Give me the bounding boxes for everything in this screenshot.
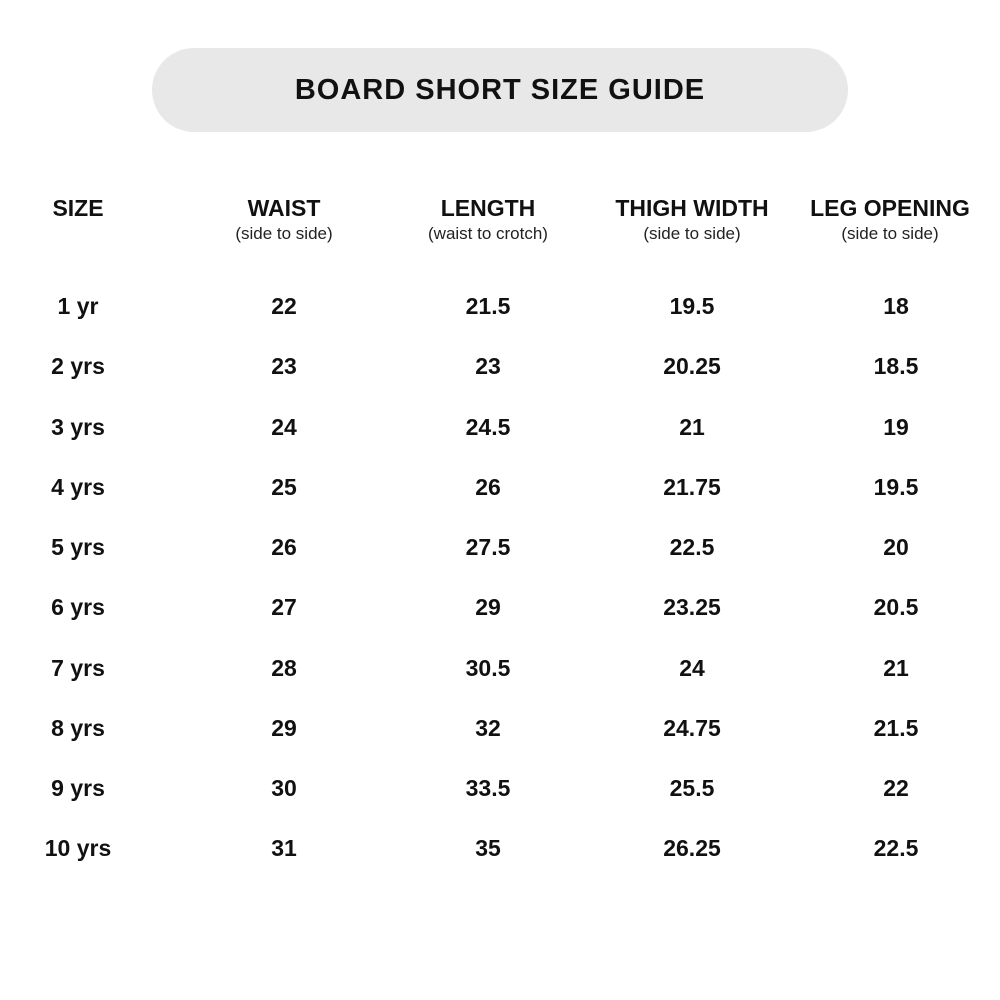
column-header-label: LENGTH: [440, 195, 536, 221]
table-row: [0, 527, 1000, 567]
thigh-width-cell: 21.75: [663, 474, 721, 500]
column-header-sublabel: (side to side): [643, 224, 741, 243]
thigh-width-cell: 23.25: [663, 594, 721, 620]
leg-opening-cell: 21: [883, 655, 909, 681]
leg-opening-cell: 20: [883, 534, 909, 560]
thigh-width-cell: 24: [679, 655, 705, 681]
column-header-waist: [174, 192, 394, 244]
waist-cell: 29: [271, 715, 297, 741]
table-row: [0, 768, 1000, 808]
waist-cell: 27: [271, 594, 297, 620]
length-cell: 29: [475, 594, 501, 620]
size-cell: 7 yrs: [51, 655, 105, 681]
column-header-sublabel: (side to side): [235, 224, 333, 243]
size-cell: 4 yrs: [51, 474, 105, 500]
table-row: [0, 648, 1000, 688]
waist-cell: 30: [271, 775, 297, 801]
table-row: [0, 828, 1000, 868]
size-cell: 3 yrs: [51, 414, 105, 440]
leg-opening-cell: 18.5: [873, 353, 919, 379]
title-banner: [152, 48, 848, 132]
column-header-thigh-width: [582, 192, 802, 244]
thigh-width-cell: 25.5: [669, 775, 715, 801]
leg-opening-cell: 21.5: [873, 715, 919, 741]
thigh-width-cell: 21: [679, 414, 705, 440]
length-cell: 21.5: [465, 293, 511, 319]
column-header-label: SIZE: [52, 195, 104, 221]
waist-cell: 31: [271, 835, 297, 861]
thigh-width-cell: 22.5: [669, 534, 715, 560]
length-cell: 32: [475, 715, 501, 741]
length-cell: 27.5: [465, 534, 511, 560]
length-cell: 24.5: [465, 414, 511, 440]
table-row: [0, 467, 1000, 507]
size-cell: 10 yrs: [44, 835, 112, 861]
length-cell: 26: [475, 474, 501, 500]
length-cell: 30.5: [465, 655, 511, 681]
table-row: [0, 346, 1000, 386]
length-cell: 33.5: [465, 775, 511, 801]
table-row: [0, 708, 1000, 748]
length-cell: 23: [475, 353, 501, 379]
size-cell: 8 yrs: [51, 715, 105, 741]
size-cell: 5 yrs: [51, 534, 105, 560]
waist-cell: 25: [271, 474, 297, 500]
column-header-leg-opening: [780, 192, 1000, 244]
thigh-width-cell: 26.25: [663, 835, 721, 861]
waist-cell: 26: [271, 534, 297, 560]
thigh-width-cell: 24.75: [663, 715, 721, 741]
thigh-width-cell: 19.5: [669, 293, 715, 319]
column-header-size: [0, 192, 188, 224]
column-header-length: [378, 192, 598, 244]
column-header-label: THIGH WIDTH: [615, 195, 769, 221]
column-header-sublabel: (side to side): [841, 224, 939, 243]
table-row: [0, 286, 1000, 326]
leg-opening-cell: 22.5: [873, 835, 919, 861]
page-title: BOARD SHORT SIZE GUIDE: [294, 73, 706, 106]
leg-opening-cell: 19: [883, 414, 909, 440]
column-header-label: WAIST: [247, 195, 321, 221]
waist-cell: 24: [271, 414, 297, 440]
leg-opening-cell: 19.5: [873, 474, 919, 500]
length-cell: 35: [475, 835, 501, 861]
table-row: [0, 407, 1000, 447]
waist-cell: 23: [271, 353, 297, 379]
table-row: [0, 587, 1000, 627]
waist-cell: 22: [271, 293, 297, 319]
leg-opening-cell: 22: [883, 775, 909, 801]
column-header-label: LEG OPENING: [810, 195, 970, 221]
thigh-width-cell: 20.25: [663, 353, 721, 379]
waist-cell: 28: [271, 655, 297, 681]
size-cell: 1 yr: [57, 293, 99, 319]
leg-opening-cell: 20.5: [873, 594, 919, 620]
size-cell: 2 yrs: [51, 353, 105, 379]
column-header-sublabel: (waist to crotch): [428, 224, 548, 243]
leg-opening-cell: 18: [883, 293, 909, 319]
size-cell: 9 yrs: [51, 775, 105, 801]
size-cell: 6 yrs: [51, 594, 105, 620]
